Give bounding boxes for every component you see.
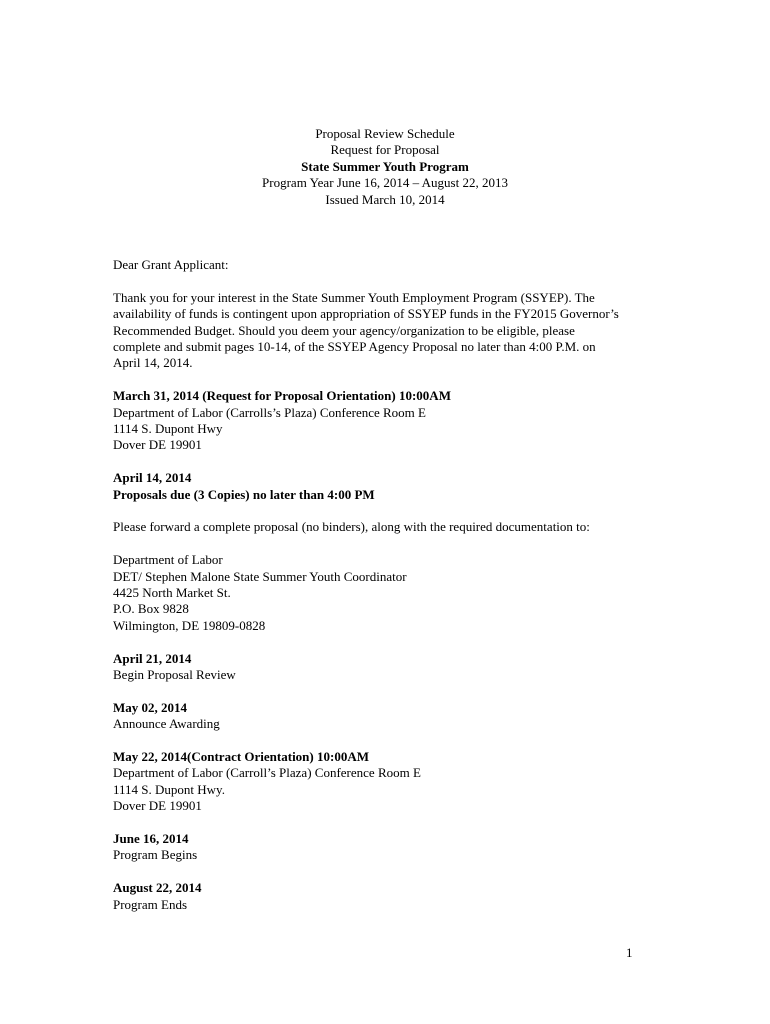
mailing-address bbox=[113, 552, 673, 634]
page-number: 1 bbox=[626, 945, 633, 960]
letter-body bbox=[113, 257, 673, 913]
awarding-text: Announce Awarding bbox=[113, 716, 220, 732]
contract-orientation-street: 1114 S. Dupont Hwy. bbox=[113, 781, 225, 797]
forward-instructions: Please forward a complete proposal (no binders), along with the required documentation to: bbox=[113, 519, 590, 535]
header-program-title: State Summer Youth Program bbox=[301, 158, 469, 174]
header-issued-date: Issued March 10, 2014 bbox=[325, 191, 445, 207]
program-begins-text: Program Begins bbox=[113, 847, 198, 863]
awarding-section bbox=[113, 700, 673, 733]
awarding-date: May 02, 2014 bbox=[113, 699, 188, 715]
address-line: DET/ Stephen Malone State Summer Youth Coordinator bbox=[113, 568, 407, 584]
contract-orientation-city: Dover DE 19901 bbox=[113, 798, 202, 814]
proposal-review-section bbox=[113, 651, 673, 684]
header-schedule-title: Proposal Review Schedule bbox=[315, 126, 455, 141]
intro-line: April 14, 2014. bbox=[113, 355, 193, 371]
intro-paragraph bbox=[113, 290, 673, 372]
salutation: Dear Grant Applicant: bbox=[113, 257, 229, 272]
proposals-due-date: April 14, 2014 bbox=[113, 470, 192, 486]
header-rfp-title: Request for Proposal bbox=[330, 142, 440, 158]
intro-line: Recommended Budget. Should you deem your agency/organization to be eligible, please bbox=[113, 322, 575, 338]
document-header bbox=[0, 126, 770, 208]
address-line: P.O. Box 9828 bbox=[113, 601, 189, 617]
contract-orientation-section bbox=[113, 749, 673, 815]
address-line: Department of Labor bbox=[113, 552, 223, 568]
review-text: Begin Proposal Review bbox=[113, 667, 236, 683]
header-program-year: Program Year June 16, 2014 – August 22, 2013 bbox=[262, 175, 508, 191]
review-date: April 21, 2014 bbox=[113, 650, 192, 666]
program-begins-date: June 16, 2014 bbox=[113, 831, 189, 847]
rfp-orientation-location: Department of Labor (Carrolls’s Plaza) Conference Room E bbox=[113, 404, 426, 420]
program-ends-text: Program Ends bbox=[113, 896, 188, 912]
program-begins-section bbox=[113, 831, 673, 864]
intro-line: complete and submit pages 10-14, of the SSYEP Agency Proposal no later than 4:00 P.M. on bbox=[113, 339, 596, 355]
rfp-orientation-city: Dover DE 19901 bbox=[113, 437, 202, 453]
proposals-due-section bbox=[113, 470, 673, 503]
program-ends-section bbox=[113, 880, 673, 913]
intro-line: Thank you for your interest in the State Summer Youth Employment Program (SSYEP). The bbox=[113, 289, 595, 305]
contract-orientation-heading: May 22, 2014(Contract Orientation) 10:00AM bbox=[113, 749, 369, 765]
program-ends-date: August 22, 2014 bbox=[113, 880, 202, 896]
rfp-orientation-section bbox=[113, 388, 673, 454]
address-line: 4425 North Market St. bbox=[113, 585, 231, 601]
rfp-orientation-heading: March 31, 2014 (Request for Proposal Orientation) 10:00AM bbox=[113, 388, 451, 404]
contract-orientation-location: Department of Labor (Carroll’s Plaza) Conference Room E bbox=[113, 765, 421, 781]
proposals-due-text: Proposals due (3 Copies) no later than 4:00 PM bbox=[113, 486, 375, 502]
rfp-orientation-street: 1114 S. Dupont Hwy bbox=[113, 421, 223, 437]
intro-line: availability of funds is contingent upon appropriation of SSYEP funds in the FY2015 Governor’s bbox=[113, 306, 619, 322]
address-line: Wilmington, DE 19809-0828 bbox=[113, 617, 266, 633]
